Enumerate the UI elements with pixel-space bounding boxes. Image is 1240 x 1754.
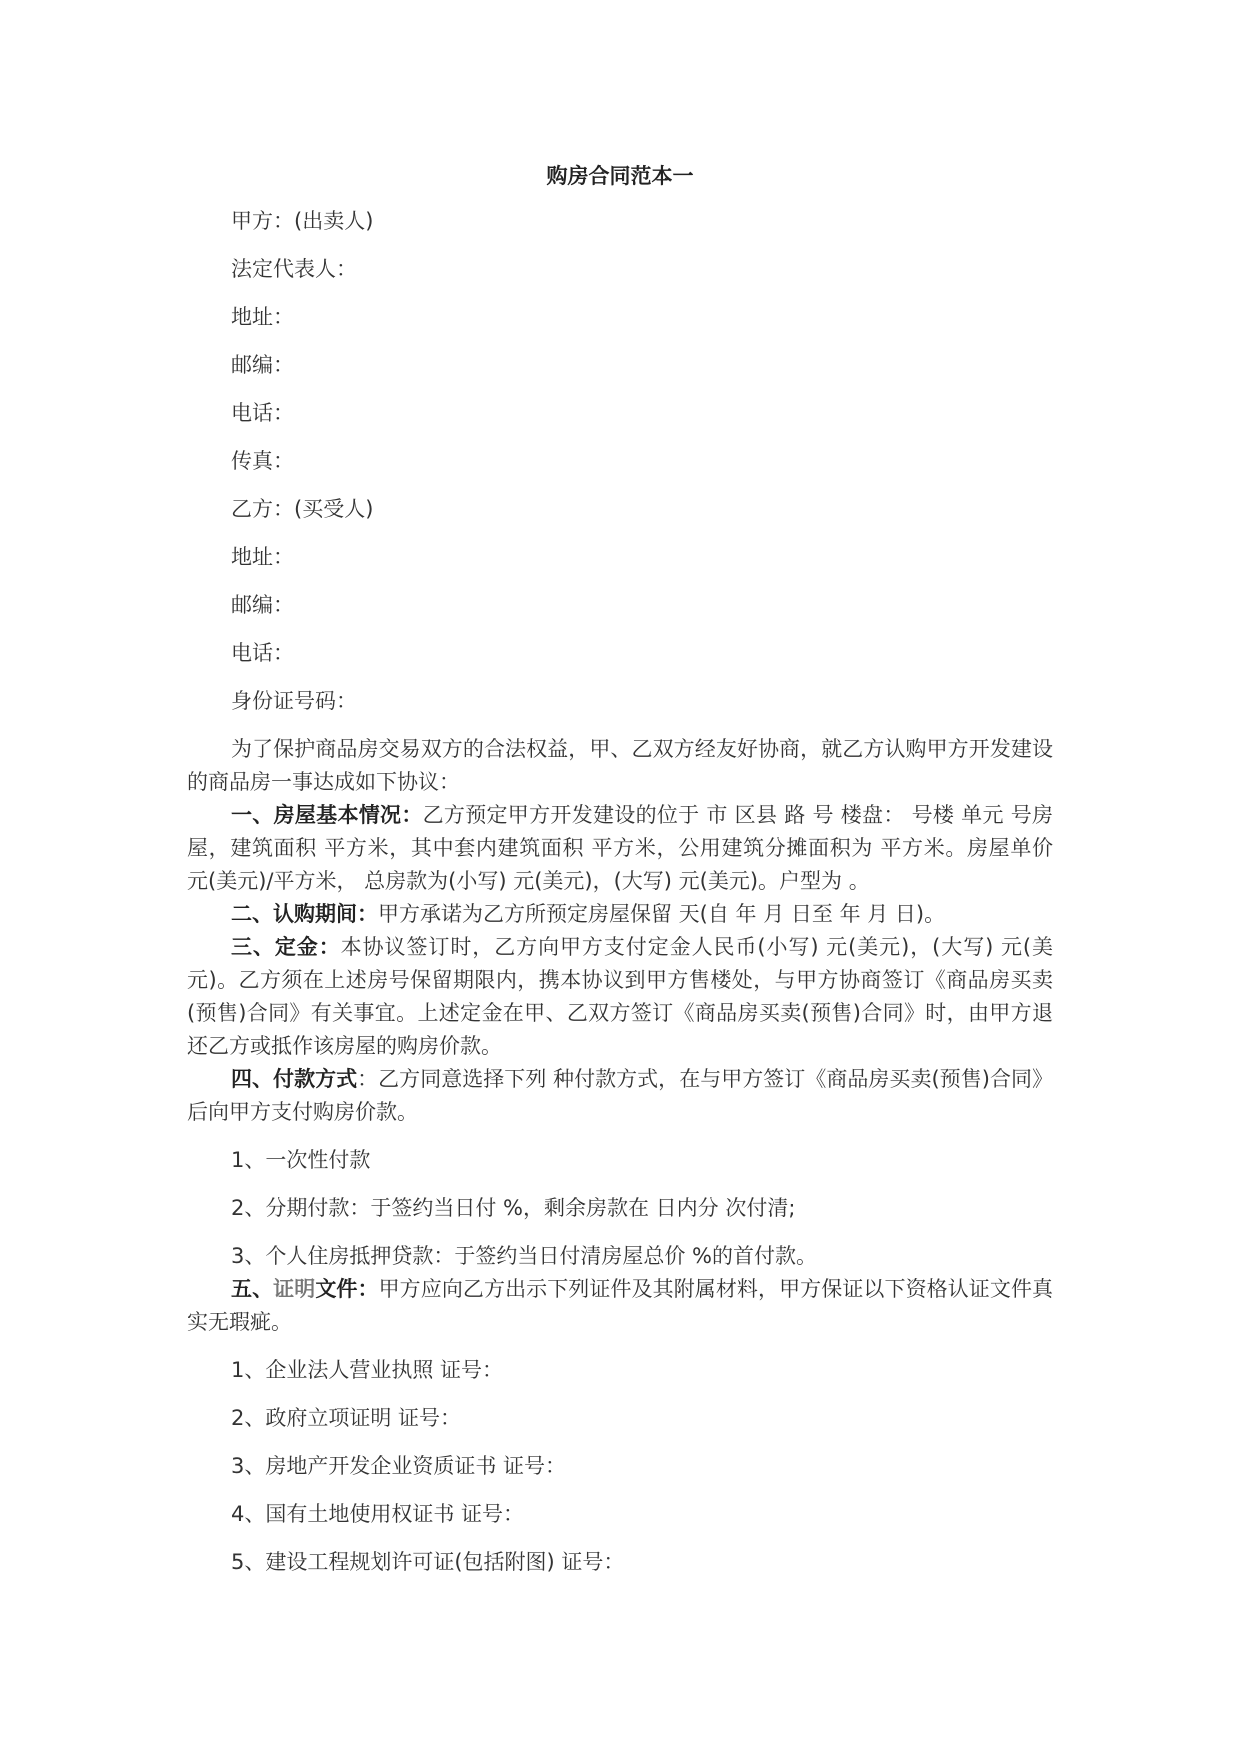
section-3-heading: 三、定金： [231, 935, 341, 959]
certificate-3: 3、房地产开发企业资质证书 证号： [231, 1454, 567, 1478]
legal-rep-field: 法定代表人： [231, 257, 357, 281]
section-5-heading-a: 五、 [231, 1277, 274, 1301]
section-2-text: 甲方承诺为乙方所预定房屋保留 天(自 年 月 日至 年 月 日)。 [378, 902, 946, 926]
section-1-text: 乙方预定甲方开发建设的位于 市 区县 路 号 楼盘： 号楼 单元 号房屋，建筑面积 平方米，其中套内建筑面积 平方米，公用建筑分摊面积为 平方米。房屋单价 元(美元)/平方米， 总房款为(小写) 元(美元)，(大写) 元(美元)。户型为 。 [187, 803, 1053, 893]
section-4-heading: 四、付款方式 [231, 1067, 358, 1091]
section-3-text: 本协议签订时，乙方向甲方支付定金人民币(小写) 元(美元)，(大写) 元(美元)。乙方须在上述房号保留期限内，携本协议到甲方售楼处，与甲方协商签订《商品房买卖(预售)合同》有关事宜。上述定金在甲、乙双方签订《商品房买卖(预售)合同》时，由甲方退还乙方或抵作该房屋的购房价款。 [187, 935, 1054, 1058]
payment-option-2: 2、分期付款：于签约当日付 %，剩余房款在 日内分 次付清; [231, 1196, 796, 1220]
section-2 [187, 898, 1053, 931]
section-1-heading: 一、房屋基本情况： [231, 803, 423, 827]
party-b-label: 乙方：(买受人) [231, 497, 374, 521]
party-a-postcode-field: 邮编： [231, 353, 294, 377]
section-2-heading: 二、认购期间： [231, 902, 378, 926]
certificate-5: 5、建设工程规划许可证(包括附图) 证号： [231, 1550, 625, 1574]
intro-paragraph: 为了保护商品房交易双方的合法权益，甲、乙双方经友好协商，就乙方认购甲方开发建设的商品房一事达成如下协议： [187, 737, 1053, 794]
party-b-address-field: 地址： [231, 545, 294, 569]
section-5-text: 甲方应向乙方出示下列证件及其附属材料，甲方保证以下资格认证文件真实无瑕疵。 [187, 1277, 1054, 1334]
certificate-4: 4、国有土地使用权证书 证号： [231, 1502, 525, 1526]
party-a-address-field: 地址： [231, 305, 294, 329]
party-b-phone-field: 电话： [231, 641, 294, 665]
section-5-heading-b: 文件： [315, 1277, 379, 1301]
party-a-phone-field: 电话： [231, 401, 294, 425]
section-3 [187, 931, 1053, 1063]
document-page [187, 160, 1053, 1594]
party-a-fax-field: 传真： [231, 449, 294, 473]
document-title: 购房合同范本一 [546, 164, 694, 188]
section-4-text: ：乙方同意选择下列 种付款方式，在与甲方签订《商品房买卖(预售)合同》后向甲方支付购房价款。 [187, 1067, 1053, 1124]
party-a-label: 甲方：(出卖人) [231, 209, 374, 233]
party-b-postcode-field: 邮编： [231, 593, 294, 617]
payment-option-1: 1、一次性付款 [231, 1148, 371, 1172]
section-5 [187, 1273, 1053, 1339]
section-5-heading-gray: 证明 [273, 1277, 316, 1301]
section-1 [187, 799, 1053, 898]
party-b-id-field: 身份证号码： [231, 689, 357, 713]
certificate-2: 2、政府立项证明 证号： [231, 1406, 462, 1430]
section-4 [187, 1063, 1053, 1129]
payment-option-3: 3、个人住房抵押贷款：于签约当日付清房屋总价 %的首付款。 [231, 1244, 817, 1268]
certificate-1: 1、企业法人营业执照 证号： [231, 1358, 504, 1382]
